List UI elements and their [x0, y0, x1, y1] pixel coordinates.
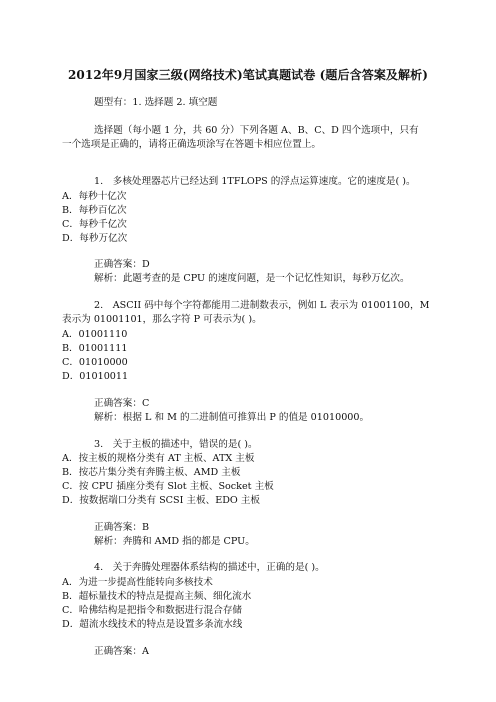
- question-2-option-b: B．01001111: [62, 343, 128, 354]
- question-3-analysis: 解析：奔腾和 AMD 指的都是 CPU。: [94, 536, 255, 547]
- question-1-stem: 1. 多核处理器芯片已经达到 1TFLOPS 的浮点运算速度。它的速度是( )。: [94, 176, 416, 187]
- question-1-analysis: 解析：此题考查的是 CPU 的速度问题，是一个记忆性知识，每秒万亿次。: [94, 273, 410, 284]
- question-3-option-c: C．按 CPU 插座分类有 Slot 主板、Socket 主板: [62, 481, 274, 492]
- question-1-option-c: C．每秒千亿次: [62, 219, 127, 230]
- instructions-line-2: 一个选项是正确的，请将正确选项涂写在答题卡相应位置上。: [62, 139, 322, 150]
- question-4-stem: 4. 关于奔腾处理器体系结构的描述中，正确的是( )。: [94, 562, 325, 573]
- question-3-option-a: A．按主板的规格分类有 AT 主板、ATX 主板: [62, 453, 255, 464]
- question-2-option-d: D．01010011: [62, 371, 129, 382]
- question-3-option-b: B．按芯片集分类有奔腾主板、AMD 主板: [62, 467, 241, 478]
- question-types-line: 题型有：1. 选择题 2. 填空题: [94, 97, 218, 108]
- question-2-analysis: 解析：根据 L 和 M 的二进制值可推算出 P 的值是 01010000。: [94, 412, 370, 423]
- question-3-stem: 3. 关于主板的描述中，错误的是( )。: [94, 439, 258, 450]
- question-2-option-a: A．01001110: [62, 329, 128, 340]
- instructions-line-1: 选择题（每小题 1 分，共 60 分）下列各题 A、B、C、D 四个选项中，只有: [94, 125, 419, 136]
- question-2-stem-line-2: 表示为 01001101，那么字符 P 可表示为( )。: [62, 314, 262, 325]
- question-3-option-d: D．按数据端口分类有 SCSI 主板、EDO 主板: [62, 495, 260, 506]
- question-2-stem-line-1: 2. ASCII 码中每个字符都能用二进制数表示，例如 L 表示为 01001100，M: [94, 300, 430, 311]
- question-2-answer: 正确答案：C: [94, 398, 150, 409]
- question-4-option-a: A．为进一步提高性能转向多核技术: [62, 577, 213, 588]
- question-4-option-b: B．超标量技术的特点是提高主频、细化流水: [62, 591, 252, 602]
- question-4-option-c: C．哈佛结构是把指令和数据进行混合存储: [62, 605, 243, 616]
- question-1-answer: 正确答案：D: [94, 259, 150, 270]
- question-4-option-d: D．超流水线技术的特点是设置多条流水线: [62, 619, 243, 630]
- question-1-option-a: A．每秒十亿次: [62, 191, 127, 202]
- page-title: 2012年9月国家三级(网络技术)笔试真题试卷 (题后含答案及解析): [67, 68, 429, 82]
- question-3-answer: 正确答案：B: [94, 522, 150, 533]
- question-1-option-b: B．每秒百亿次: [62, 205, 127, 216]
- question-2-option-c: C．01010000: [62, 357, 128, 368]
- question-1-option-d: D．每秒万亿次: [62, 233, 128, 244]
- question-4-answer: 正确答案：A: [94, 646, 149, 657]
